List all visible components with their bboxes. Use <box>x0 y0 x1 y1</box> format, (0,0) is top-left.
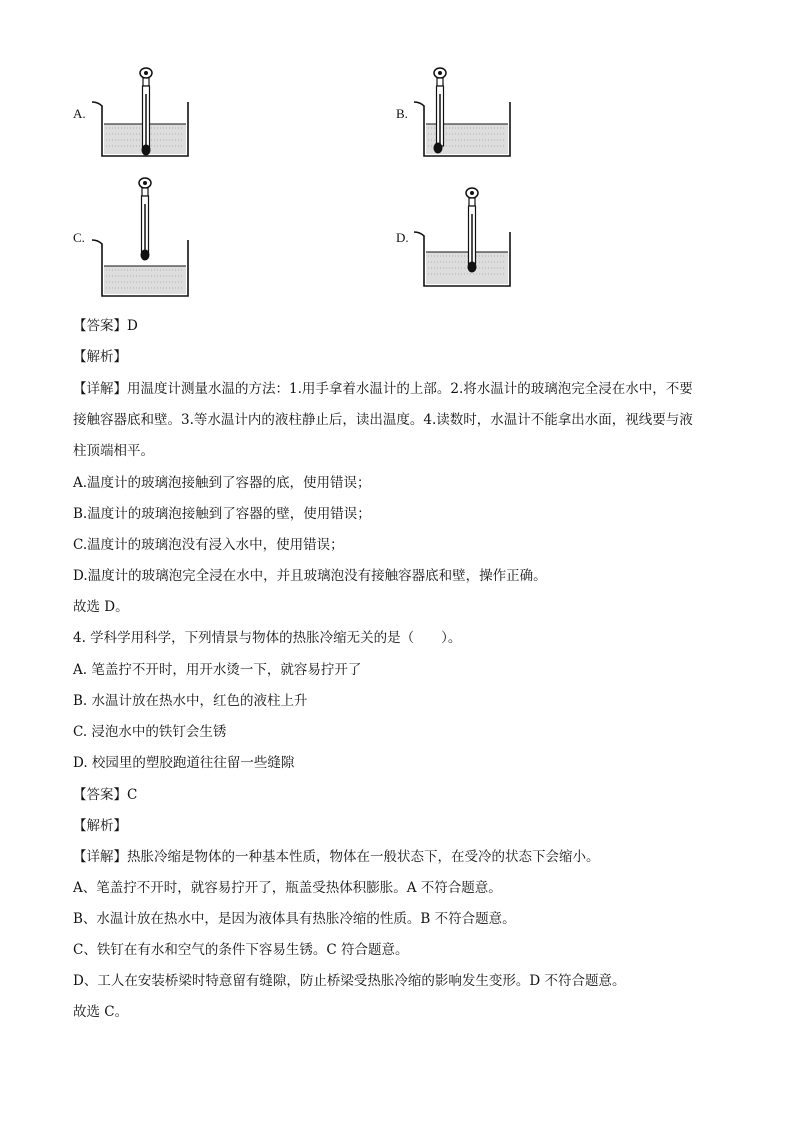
q4-answer: 【答案】C <box>73 787 138 803</box>
q4-option-d: D. 校园里的塑胶跑道往往留一些缝隙 <box>73 755 295 771</box>
option-a-label: A. <box>73 106 86 121</box>
q4-stem: 4. 学科学用科学，下列情景与物体的热胀冷缩无关的是（ ）。 <box>73 630 462 646</box>
figure-b-beaker-thermometer <box>410 64 520 160</box>
q3-detail-line-1: 【详解】用温度计测量水温的方法：1.用手拿着水温计的上部。2.将水温计的玻璃泡完全浸在水中，不要 <box>73 381 693 397</box>
q3-answer: 【答案】D <box>73 318 138 334</box>
q3-analysis-heading: 【解析】 <box>73 349 127 365</box>
q4-conclusion: 故选 C。 <box>73 1004 129 1020</box>
q4-explanation-a: A、笔盖拧不开时，就容易拧开了，瓶盖受热体积膨胀。A 不符合题意。 <box>73 880 502 896</box>
q3-explanation-d: D.温度计的玻璃泡完全浸在水中，并且玻璃泡没有接触容器底和壁，操作正确。 <box>73 568 547 584</box>
q4-explanation-b: B、水温计放在热水中，是因为液体具有热胀冷缩的性质。B 不符合题意。 <box>73 911 516 927</box>
q4-option-c: C. 浸泡水中的铁钉会生锈 <box>73 724 227 740</box>
q3-conclusion: 故选 D。 <box>73 599 129 615</box>
option-b-label: B. <box>396 106 408 121</box>
q3-explanation-c: C.温度计的玻璃泡没有浸入水中，使用错误； <box>73 537 344 553</box>
q3-explanation-b: B.温度计的玻璃泡接触到了容器的壁，使用错误； <box>73 506 371 522</box>
q3-detail-line-2: 接触容器底和壁。3.等水温计内的液柱静止后，读出温度。4.读数时，水温计不能拿出水面，视线要与液 <box>73 412 693 428</box>
q4-analysis-heading: 【解析】 <box>73 818 127 834</box>
q4-option-a: A. 笔盖拧不开时，用开水烫一下，就容易拧开了 <box>73 662 362 678</box>
q4-explanation-c: C、铁钉在有水和空气的条件下容易生锈。C 符合题意。 <box>73 942 409 958</box>
q4-detail: 【详解】热胀冷缩是物体的一种基本性质，物体在一般状态下，在受冷的状态下会缩小。 <box>73 849 600 865</box>
q4-explanation-d: D、工人在安装桥梁时特意留有缝隙，防止桥梁受热胀冷缩的影响发生变形。D 不符合题意。 <box>73 973 626 989</box>
option-c-label: C. <box>73 230 85 245</box>
q3-detail-line-3: 柱顶端相平。 <box>73 443 154 459</box>
q4-option-b: B. 水温计放在热水中，红色的液柱上升 <box>73 693 308 709</box>
figure-c-beaker-thermometer <box>88 174 198 300</box>
option-d-label: D. <box>396 230 409 245</box>
q3-explanation-a: A.温度计的玻璃泡接触到了容器的底，使用错误； <box>73 475 371 491</box>
figure-a-beaker-thermometer <box>88 64 198 160</box>
figure-d-beaker-thermometer <box>410 184 520 290</box>
